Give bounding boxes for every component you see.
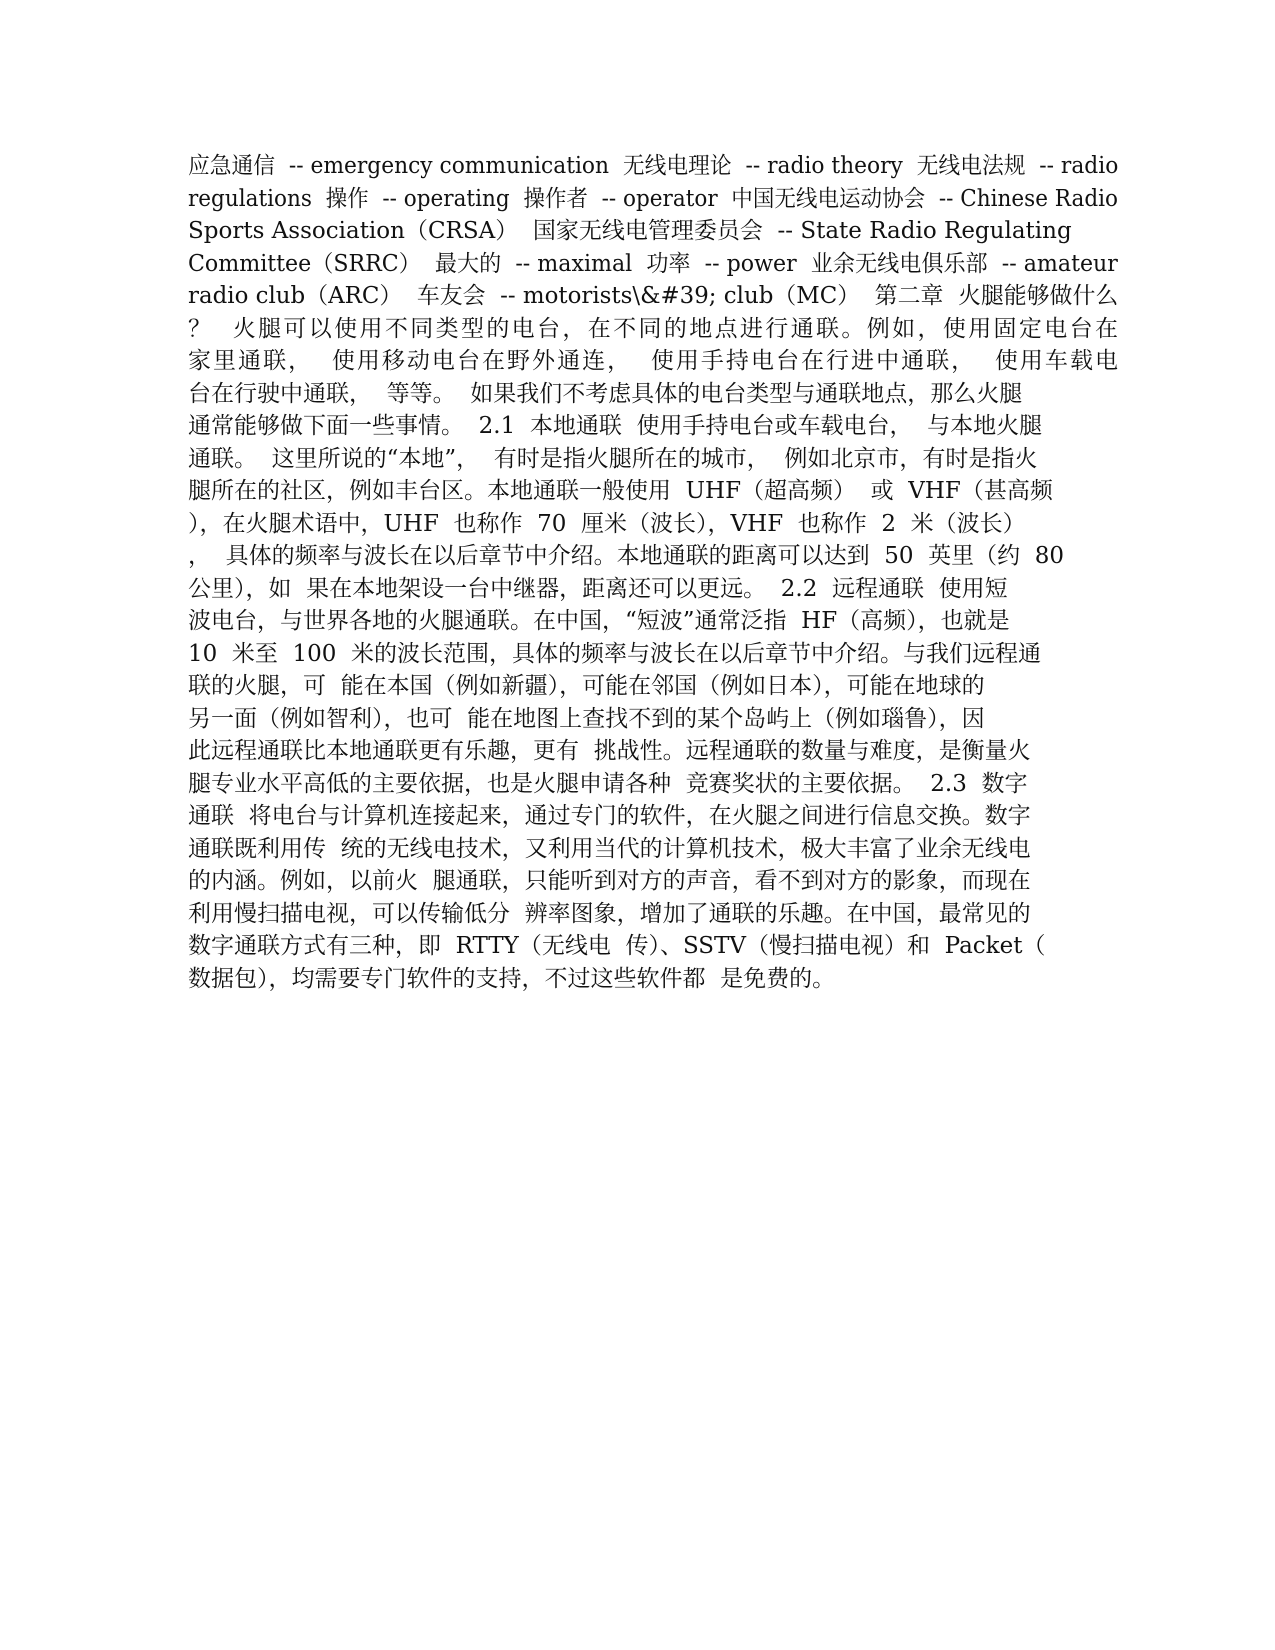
text-line: 腿所在的社区，例如丰台区。本地通联一般使用 UHF（超高频） 或 VHF（甚高频 xyxy=(188,478,1053,504)
text-line: 此远程通联比本地通联更有乐趣，更有 挑战性。远程通联的数量与难度，是衡量火 xyxy=(188,738,1031,764)
text-line: 的内涵。例如，以前火 腿通联，只能听到对方的声音，看不到对方的影象，而现在 xyxy=(188,868,1031,894)
text-line: 联的火腿，可 能在本国（例如新疆），可能在邻国（例如日本），可能在地球的 xyxy=(188,673,985,699)
text-line: 腿专业水平高低的主要依据，也是火腿申请各种 竞赛奖状的主要依据。 2.3 数字 xyxy=(188,770,1028,797)
text-line: 利用慢扫描电视，可以传输低分 辨率图象，增加了通联的乐趣。在中国，最常见的 xyxy=(188,900,1031,927)
text-line: Committee（SRRC） 最大的 -- maximal 功率 -- power 业余无线电俱乐部 -- amateur xyxy=(188,250,1118,277)
text-line: 应急通信 -- emergency communication 无线电理论 -- radio theory 无线电法规 -- radio xyxy=(188,153,1119,179)
text-line: 波电台，与世界各地的火腿通联。在中国，“短波”通常泛指 HF（高频），也就是 xyxy=(188,608,1010,634)
text-line: 台在行驶中通联， 等等。 如果我们不考虑具体的电台类型与通联地点，那么火腿 xyxy=(188,380,1023,407)
text-line: 通联。 这里所说的“本地”， 有时是指火腿所在的城市， 例如北京市，有时是指火 xyxy=(188,445,1038,472)
text-line: 家里通联， 使用移动电台在野外通连， 使用手持电台在行进中通联， 使用车载电 xyxy=(188,348,1118,374)
body-text xyxy=(188,150,1118,995)
text-line: 10 米至 100 米的波长范围，具体的频率与波长在以后章节中介绍。与我们远程通 xyxy=(188,640,1042,667)
text-line: regulations 操作 -- operating 操作者 -- operator 中国无线电运动协会 -- Chinese Radio xyxy=(188,185,1119,212)
text-line: 另一面（例如智利），也可 能在地图上查找不到的某个岛屿上（例如瑙鲁），因 xyxy=(188,705,985,732)
text-line: 通联 将电台与计算机连接起来，通过专门的软件，在火腿之间进行信息交换。数字 xyxy=(188,803,1031,829)
text-line: ？ 火腿可以使用不同类型的电台，在不同的地点进行通联。例如，使用固定电台在 xyxy=(188,315,1118,342)
text-line: 数字通联方式有三种，即 RTTY（无线电 传）、SSTV（慢扫描电视）和 Packet（ xyxy=(188,933,1046,959)
text-line: ），在火腿术语中，UHF 也称作 70 厘米（波长），VHF 也称作 2 米（波长） xyxy=(188,510,1026,537)
text-line: 通常能够做下面一些事情。 2.1 本地通联 使用手持电台或车载电台， 与本地火腿 xyxy=(188,413,1043,439)
text-line: radio club（ARC） 车友会 -- motorists\&#39; club（MC） 第二章 火腿能够做什么 xyxy=(188,283,1119,309)
text-line: 通联既利用传 统的无线电技术，又利用当代的计算机技术，极大丰富了业余无线电 xyxy=(188,835,1031,862)
text-line: ， 具体的频率与波长在以后章节中介绍。本地通联的距离可以达到 50 英里（约 80 xyxy=(188,543,1065,569)
text-line: 公里），如 果在本地架设一台中继器，距离还可以更远。 2.2 远程通联 使用短 xyxy=(188,575,1008,602)
text-line: 数据包），均需要专门软件的支持，不过这些软件都 是免费的。 xyxy=(188,965,836,992)
text-line: Sports Association（CRSA） 国家无线电管理委员会 -- State Radio Regulating xyxy=(188,218,1072,244)
